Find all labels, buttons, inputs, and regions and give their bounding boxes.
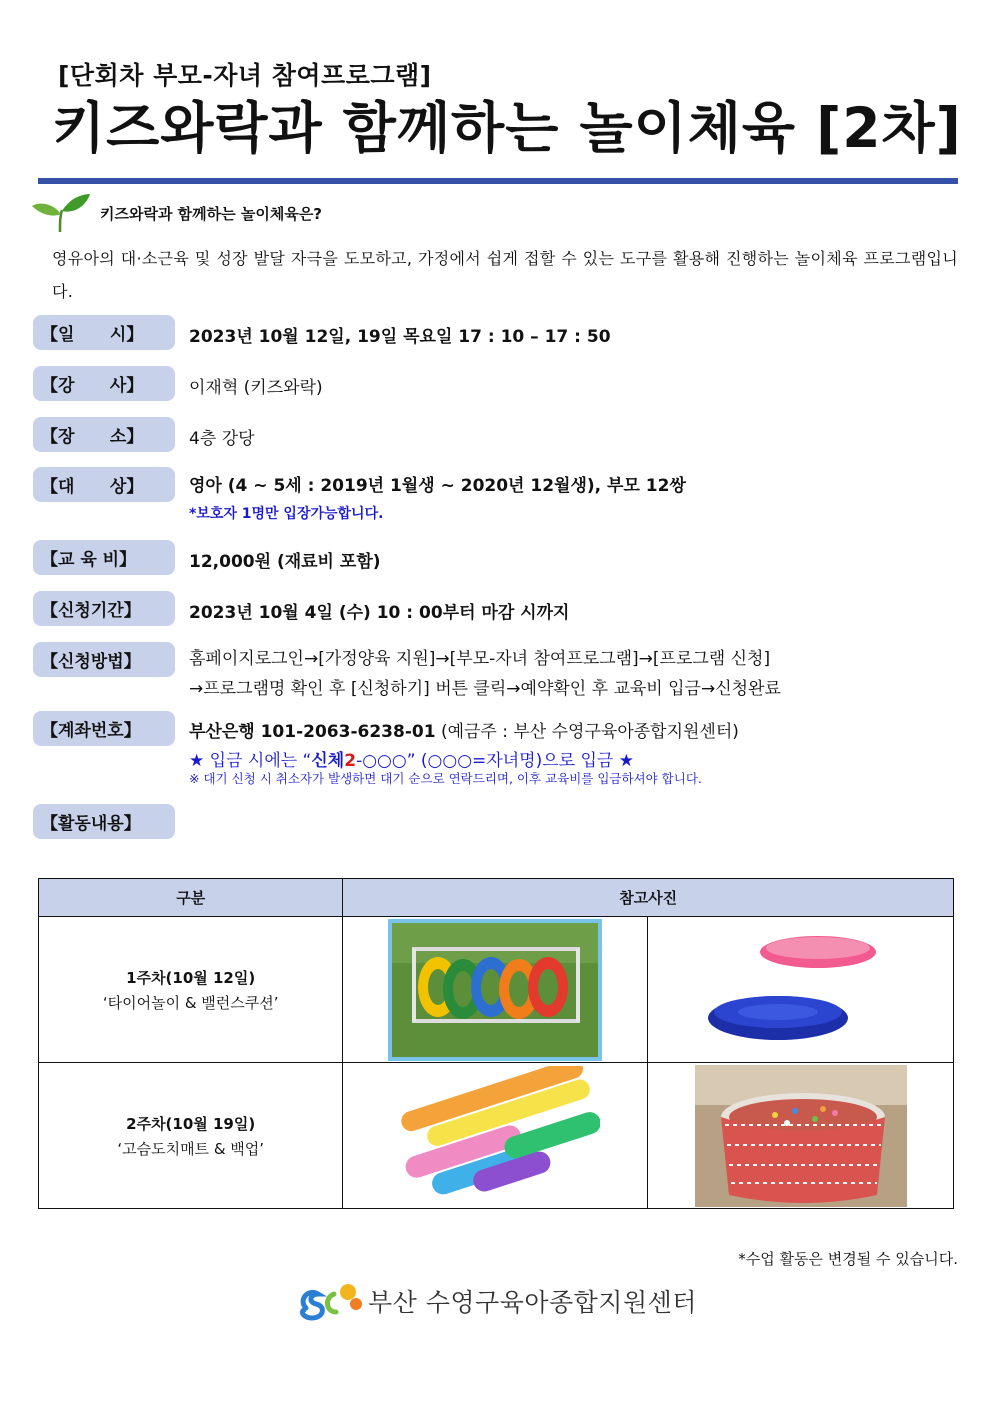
period-value: 2023년 10월 4일 (수) 10 : 00부터 마감 시까지 [189,603,570,623]
target-value: 영아 (4 ~ 5세 : 2019년 1월생 ~ 2020년 12월생), 부모 12쌍 [189,476,686,496]
header-category: 구분 [39,879,343,917]
hedgehog-mat-ball-pit-photo [695,1065,907,1207]
place-label: 【장 소】 [33,417,175,452]
instructor-value: 이재혁 (키즈와락) [189,378,323,398]
photo-cell [343,1063,648,1209]
period-label: 【신청기간】 [33,591,175,626]
intro-question: 키즈와락과 함께하는 놀이체육은? [100,205,323,223]
program-subtitle: [단회차 부모-자녀 참여프로그램] [58,61,432,90]
week-title: 1주차(10월 12일) [126,968,256,987]
photo-cell [343,917,648,1063]
deposit-program-number: 2 [344,751,357,771]
tire-play-photo [388,919,602,1061]
instructor-label: 【강 사】 [33,366,175,401]
week-activity: ‘타이어놀이 & 밸런스쿠션’ [102,993,279,1012]
header-reference-photos: 참고사진 [343,879,954,917]
method-label: 【신청방법】 [33,642,175,677]
week-activity: ‘고슴도치매트 & 백업’ [117,1139,265,1158]
fee-label: 【교 육 비】 [33,540,175,575]
photo-cell [648,1063,954,1209]
activity-label: 【활동내용】 [33,804,175,839]
deposit-instruction-prefix: ★ 입금 시에는 “ [189,751,312,771]
method-step-line-1: 홈페이지로그인→[가정양육 지원]→[부모-자녀 참여프로그램]→[프로그램 신청] [189,649,771,669]
method-step-line-2: →프로그램명 확인 후 [신청하기] 버튼 클릭→예약확인 후 교육비 입금→신청완료 [189,679,781,699]
account-label: 【계좌번호】 [33,711,175,746]
date-label: 【일 시】 [33,315,175,350]
page-title: 키즈와락과 함께하는 놀이체육 [2차] [52,96,962,160]
place-value: 4층 강당 [189,429,255,449]
foam-noodle-photo [390,1066,600,1206]
balance-cushion-photo [706,930,896,1050]
photo-cell [648,917,954,1063]
sprout-icon [30,192,92,234]
guardian-note: *보호자 1명만 입장가능합니다. [189,506,384,522]
activity-table [38,878,954,1209]
table-header-row [39,879,954,917]
schedule-change-note: *수업 활동은 변경될 수 있습니다. [738,1250,958,1268]
deposit-name-instruction [189,746,634,771]
deposit-keyword: 신체 [311,751,345,771]
account-value [189,717,739,742]
account-holder: (예금주 : 부산 수영구육아종합지원센터) [440,722,739,742]
deposit-instruction-suffix: -○○○” (○○○=자녀명)으로 입금 ★ [356,751,634,771]
table-row [39,917,954,1063]
bank-account: 부산은행 101-2063-6238-01 [189,722,436,742]
week-cell [39,1063,343,1209]
date-value: 2023년 10월 12일, 19일 목요일 17 : 10 – 17 : 50 [189,327,611,347]
fee-value: 12,000원 (재료비 포함) [189,552,381,572]
target-label: 【대 상】 [33,467,175,502]
title-divider [38,178,958,184]
week-cell [39,917,343,1063]
table-row [39,1063,954,1209]
organization-name: 부산 수영구육아종합지원센터 [368,1288,697,1317]
week-title: 2주차(10월 19일) [126,1114,256,1133]
waitlist-note: ※ 대기 신청 시 취소자가 발생하면 대기 순으로 연락드리며, 이후 교육비를 입금하셔야 합니다. [189,771,702,786]
intro-description: 영유아의 대·소근육 및 성장 발달 자극을 도모하고, 가정에서 쉽게 접할 수 있는 도구를 활용해 진행하는 놀이체육 프로그램입니다. [52,249,958,301]
